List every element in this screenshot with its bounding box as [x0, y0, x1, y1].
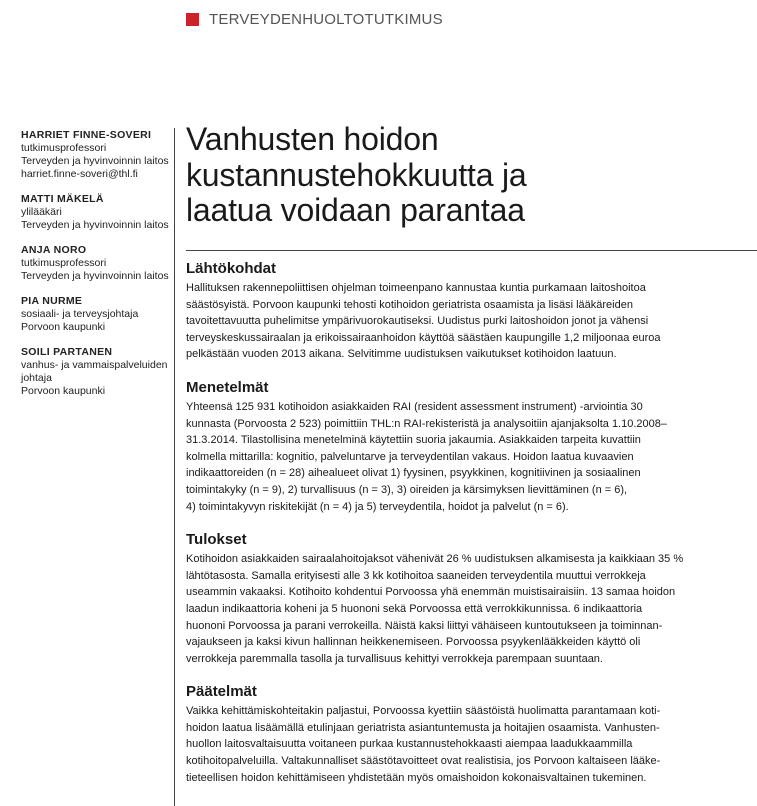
section-text: [186, 703, 756, 786]
abstract-body: [186, 256, 756, 786]
text-line: vajaukseen ja kaksi kivun hallinnan heikkenemiseen. Porvoossa psyykenlääkkeiden käyttö oli: [186, 636, 641, 649]
author-title: tutkimusprofessori: [21, 257, 107, 269]
section-heading: Päätelmät: [186, 683, 257, 701]
author-affiliation: Porvoon kaupunki: [21, 321, 106, 333]
author-block: [21, 192, 171, 232]
column-divider: [174, 128, 175, 806]
section-label: TERVEYDENHUOLTOTUTKIMUS: [209, 10, 443, 28]
section-conclusions: [186, 681, 756, 786]
section-text: [186, 280, 756, 363]
author-affiliation: Porvoon kaupunki: [21, 385, 106, 397]
text-line: pelkästään vuoden 2013 aikana. Selvitimme uudistuksen vaikutukset kotihoidon laatuun.: [186, 348, 617, 361]
author-title: johtaja: [21, 372, 52, 384]
section-color-square: [186, 13, 199, 26]
author-title: vanhus- ja vammaispalveluiden: [21, 359, 168, 371]
title-line: laatua voidaan parantaa: [186, 192, 525, 228]
author-email: harriet.finne-soveri@thl.fi: [21, 168, 138, 180]
section-results: [186, 529, 756, 667]
text-line: toimintakyky (n = 9), 2) turvallisuus (n = 3), 3) oireiden ja kärsimyksen lievittäminen (n = 6),: [186, 483, 628, 496]
section-tag: [186, 8, 443, 30]
section-heading: Lähtökohdat: [186, 260, 276, 277]
text-line: Vaikka kehittämiskohteitakin paljastui, Porvoossa kyettiin säästöistä huolimatta parantamaan koti-: [186, 705, 661, 718]
text-line: 4) toimintakyvyn riskitekijät (n = 4) ja 5) terveydentila, hoidot ja palvelut (n = 6).: [186, 500, 569, 513]
author-block: [21, 294, 171, 334]
section-heading: Menetelmät: [186, 378, 269, 396]
text-line: verrokkeja paremmalla tasolla ja turvallisuus kehittyi verrokkeja parempaan suuntaan.: [186, 652, 603, 665]
text-line: Kotihoidon asiakkaiden sairaalahoitojaksot vähenivät 26 % uudistuksen alkamisesta ja kaikkiaan 35 %: [186, 553, 684, 566]
text-line: tavoitettavuutta puhelimitse ympärivuorokautiseksi. Uudistus purki laitoshoidon jonot ja vähensi: [186, 315, 649, 328]
text-line: laadun indikaattoria koheni ja 5 huononi sekä Porvoossa että verrokkikunnissa. 6 indikaattoria: [186, 602, 643, 615]
author-list: [21, 128, 171, 409]
text-line: kolmella mittarilla: kognitio, palveluntarve ja terveydentilan vakaus. Hoidon laatua kuvaavien: [186, 450, 634, 463]
author-affiliation: Terveyden ja hyvinvoinnin laitos: [21, 219, 169, 231]
author-name: HARRIET FINNE-SOVERI: [21, 129, 152, 141]
section-text: [186, 551, 756, 667]
text-line: indikaattoreiden (n = 28) aihealueet olivat 1) fyysinen, psyykkinen, kognitiivinen ja sosiaalinen: [186, 467, 641, 480]
text-line: tieteellisen hoidon kehittämiseen yhdistetään myös omaishoidon kokonaisvaltainen tukeminen.: [186, 771, 647, 784]
author-block: [21, 243, 171, 283]
section-heading: Tulokset: [186, 531, 247, 549]
author-affiliation: Terveyden ja hyvinvoinnin laitos: [21, 155, 169, 167]
article-title: [186, 122, 527, 229]
author-name: PIA NURME: [21, 295, 83, 307]
text-line: terveyskeskussairaalan ja erikoissairaanhoidon käyttöä säästäen kaupungille 1,2 miljoonaa euroa: [186, 331, 661, 344]
title-line: kustannustehokkuutta ja: [186, 156, 527, 193]
text-line: kotihoitopalveluilla. Valtakunnalliset säästötavoitteet ovat realistisia, jos Porvoon kaltaiseen lääke-: [186, 755, 661, 768]
author-title: tutkimusprofessori: [21, 142, 107, 154]
text-line: hoidon laatua lisäämällä etulinjaan geriatrista asiantuntemusta ja hoitajien osaamista. Vanhusten-: [186, 721, 660, 734]
text-line: säästösyistä. Porvoon kaupunki tehosti kotihoidon geriatrista osaamista ja lisäsi lääkäreiden: [186, 298, 633, 311]
section-text: [186, 399, 756, 515]
author-block: [21, 345, 171, 398]
author-name: MATTI MÄKELÄ: [21, 193, 104, 205]
author-title: sosiaali- ja terveysjohtaja: [21, 308, 139, 320]
author-name: SOILI PARTANEN: [21, 346, 113, 358]
author-affiliation: Terveyden ja hyvinvoinnin laitos: [21, 270, 169, 282]
author-name: ANJA NORO: [21, 244, 87, 256]
author-title: ylilääkäri: [21, 206, 62, 218]
title-rule: [186, 250, 757, 251]
text-line: huononi Porvoossa ja parani verrokeilla. Näistä kaksi liittyi vähäiseen kuntoutukseen ja toiminnan-: [186, 619, 663, 632]
text-line: kunnasta (Porvoosta 2 523) poimittiin THL:n RAI-rekisteristä ja analysoitiin ajanjaksolta 1.10.2008–: [186, 417, 667, 430]
text-line: useammin vakaaksi. Kotihoito kohdentui Porvoossa yhä enemmän muistisairaisiin. 13 samaa hoidon: [186, 586, 676, 599]
text-line: lähtötasosta. Samalla erityisesti alle 3 kk kotihoitoa saaneiden terveydentila muuttui verrokkeja: [186, 569, 646, 582]
section-background: [186, 258, 756, 363]
author-block: [21, 128, 171, 181]
text-line: Hallituksen rakennepoliittisen ohjelman toimeenpano kannustaa kuntia purkamaan laitoshoitoa: [186, 282, 646, 294]
title-line: Vanhusten hoidon: [186, 121, 439, 157]
text-line: huollon laitosvaltaisuutta voitaneen purkaa kustannustehokkaasti aiempaa laadukkaammilla: [186, 738, 633, 751]
text-line: Yhteensä 125 931 kotihoidon asiakkaiden RAI (resident assessment instrument) -arviointia 30: [186, 400, 643, 413]
section-methods: [186, 377, 756, 515]
text-line: 31.3.2014. Tilastollisina menetelminä käytettiin suoria jakaumia. Asiakkaiden tarpeita kuvattiin: [186, 434, 641, 447]
